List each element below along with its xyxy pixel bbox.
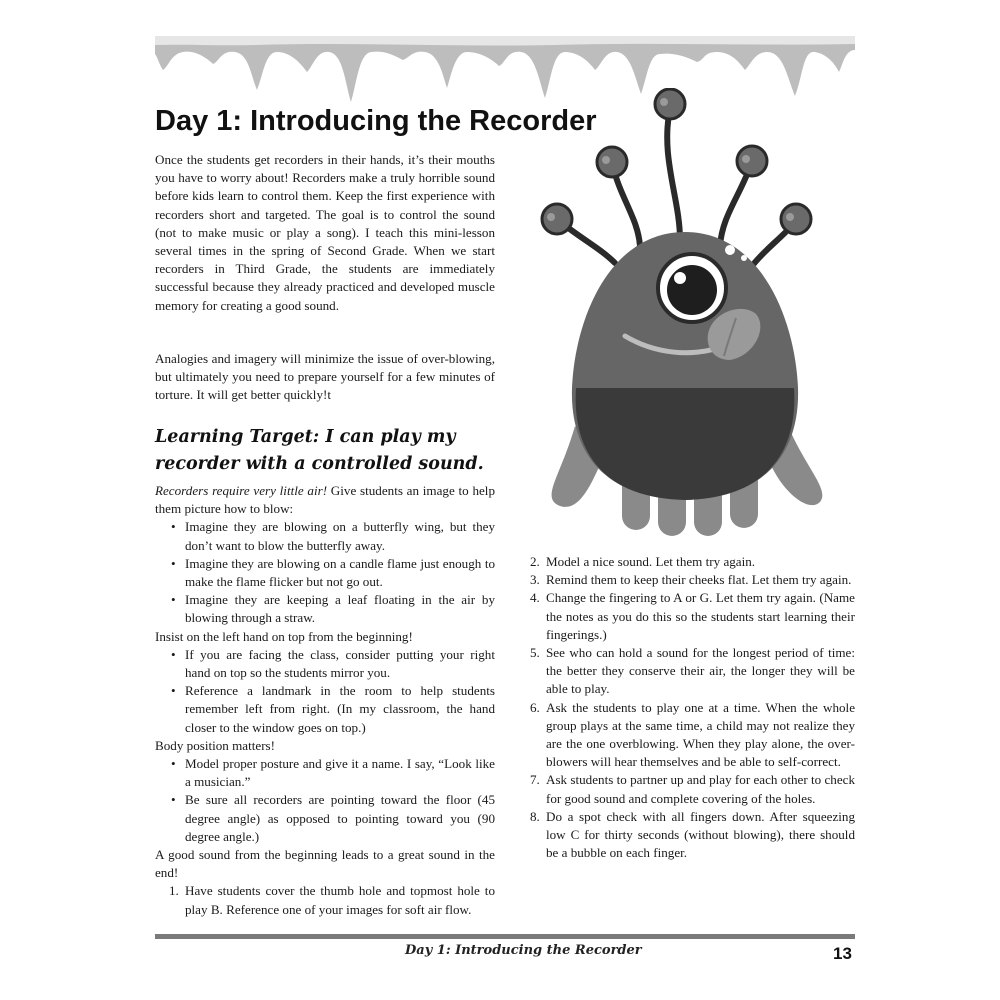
- right-column-steps: [530, 553, 855, 862]
- air-bullets: [155, 518, 495, 627]
- step-text: Remind them to keep their cheeks flat. Let them try again.: [546, 572, 852, 588]
- list-item: • Reference a landmark in the room to help students remember left from right. (In my classroom, the hand closer to the window goes on top.): [155, 682, 495, 737]
- step-number: 1.: [169, 883, 179, 899]
- second-paragraph: Analogies and imagery will minimize the issue of over-blowing, but ultimately you need to prepare yourself for a few minutes of torture. It will get better quickly!t: [155, 351, 495, 403]
- list-item: [530, 699, 855, 772]
- step-text: Model a nice sound. Let them try again.: [546, 554, 756, 569]
- step-number: 5.: [530, 645, 540, 661]
- step-number: 8.: [530, 808, 540, 824]
- air-intro: [155, 482, 495, 518]
- steps-list-right: [530, 553, 855, 862]
- step-text: Ask students to partner up and play for each other to check for good sound and complete covering of the holes.: [546, 772, 855, 806]
- footer-divider: [155, 934, 855, 939]
- step-text: Change the fingering to A or G. Let them try again. (Name the notes as you do this so the students start learning their fingerings.): [546, 590, 855, 642]
- air-intro-emphasis: Recorders require very little air!: [155, 483, 328, 498]
- body-position-bullets: [155, 755, 495, 846]
- list-item: [530, 553, 855, 571]
- body-position-heading: Body position matters!: [155, 737, 276, 753]
- step-text: Do a spot check with all fingers down. After squeezing low C for thirty seconds (without blowing), there should be a bubble on each finger.: [546, 808, 855, 861]
- list-item: • Imagine they are blowing on a butterfly wing, but they don’t want to blow the butterfly away.: [155, 518, 495, 554]
- page-number: 13: [833, 944, 852, 963]
- step-number: 4.: [530, 590, 540, 606]
- left-hand-bullets: [155, 646, 495, 737]
- list-item: [530, 808, 855, 863]
- step-number: 3.: [530, 572, 540, 588]
- step-text: See who can hold a sound for the longest period of time: the better they conserve their air, the longer they will be able to play.: [546, 645, 855, 697]
- left-hand-heading: Insist on the left hand on top from the beginning!: [155, 628, 413, 644]
- list-item: [169, 882, 495, 918]
- step-text: Ask the students to play one at a time. When the whole group plays at the same time, a child may not realize they are the one overblowing. When they play alone, the over-blowers will hear themselves and be able to self-correct.: [546, 699, 855, 770]
- list-item: • Model proper posture and give it a name. I say, “Look like a musician.”: [155, 755, 495, 791]
- list-item: • Be sure all recorders are pointing toward the floor (45 degree angle) as opposed to pointing toward you (90 degree angle.): [155, 791, 495, 846]
- page-title: Day 1: Introducing the Recorder: [155, 105, 597, 137]
- learning-target-heading: Learning Target: I can play my recorder with a controlled sound.: [155, 427, 484, 474]
- footer-title: Day 1: Introducing the Recorder: [405, 943, 642, 958]
- list-item: [530, 589, 855, 644]
- step-text: Have students cover the thumb hole and topmost hole to play B. Reference one of your images for soft air flow.: [185, 883, 495, 917]
- air-intro-rest: Give students an image to help them picture how to blow:: [155, 483, 495, 517]
- left-column-body: [155, 482, 495, 919]
- list-item: [530, 571, 855, 589]
- step-number: 7.: [530, 772, 540, 788]
- step-number: 2.: [530, 554, 540, 569]
- intro-paragraph: Once the students get recorders in their hands, it’s their mouths you have to worry about! Recorders make a truly horrible sound before kids learn to control them. Keep the first experience with recorders short and targeted. The goal is to control the sound (not to make music or play a song). I teach this mini-lesson several times in the spring of Second Grade. When we start recorders in Third Grade, the students are immediately successful because they already practiced and developed muscle memory for creating a good sound.: [155, 152, 495, 313]
- list-item: • Imagine they are blowing on a candle flame just enough to make the flame flicker but not go out.: [155, 555, 495, 591]
- list-item: [530, 771, 855, 807]
- step-number: 6.: [530, 699, 540, 715]
- steps-list-left: [155, 882, 495, 918]
- list-item: • If you are facing the class, consider putting your right hand on top so the students mirror you.: [155, 646, 495, 682]
- list-item: [530, 644, 855, 699]
- list-item: • Imagine they are keeping a leaf floating in the air by blowing through a straw.: [155, 591, 495, 627]
- good-sound-line: A good sound from the beginning leads to a great sound in the end!: [155, 847, 495, 881]
- monster-illustration: [530, 88, 840, 548]
